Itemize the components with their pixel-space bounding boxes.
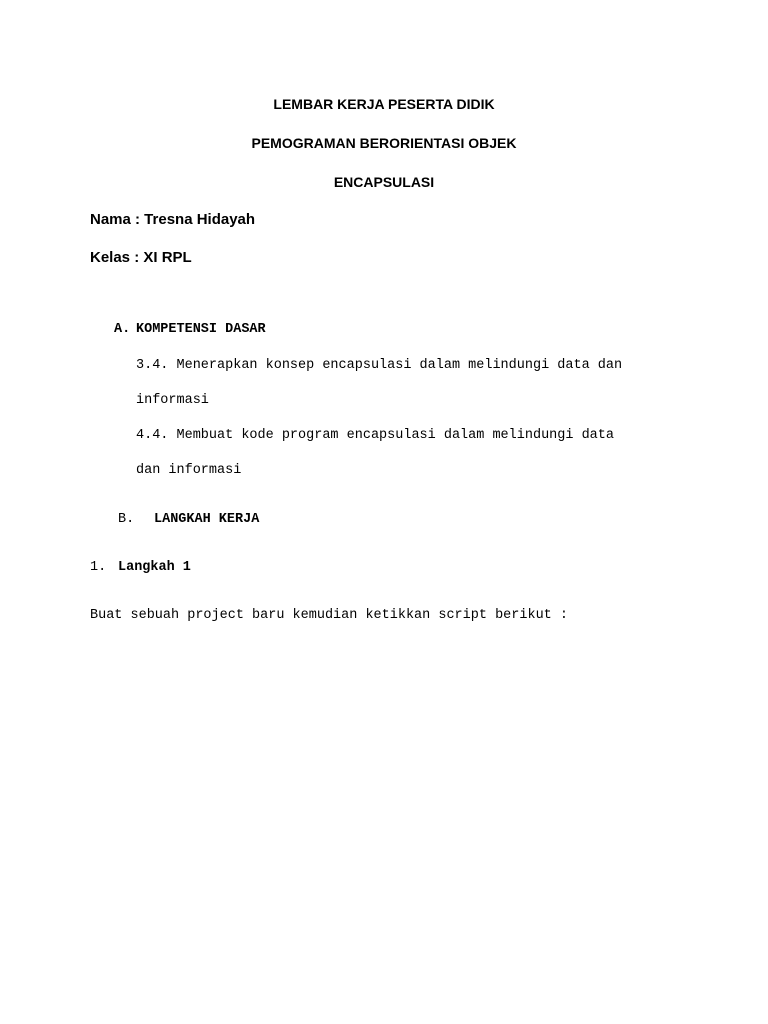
document-title: LEMBAR KERJA PESERTA DIDIK [273,96,495,112]
competency-item-2-line-2: dan informasi [136,463,242,478]
section-a-marker: A. [114,322,131,337]
student-name: Nama : Tresna Hidayah [90,211,256,228]
competency-item-2-line-1: 4.4. Membuat kode program encapsulasi dalam melindungi data [136,428,614,443]
step-1-label: Langkah 1 [118,560,191,575]
section-a-heading: KOMPETENSI DASAR [136,322,266,337]
subject-title: PEMOGRAMAN BERORIENTASI OBJEK [251,135,517,151]
step-1-instruction: Buat sebuah project baru kemudian ketikkan script berikut : [90,608,568,623]
student-class: Kelas : XI RPL [90,249,192,266]
section-b-heading: LANGKAH KERJA [154,512,260,527]
competency-item-1-line-2: informasi [136,393,209,408]
section-b-marker: B. [118,512,135,527]
step-1-number: 1. [90,560,107,575]
competency-item-1-line-1: 3.4. Menerapkan konsep encapsulasi dalam melindungi data dan [136,358,623,373]
topic-title: ENCAPSULASI [333,174,435,190]
